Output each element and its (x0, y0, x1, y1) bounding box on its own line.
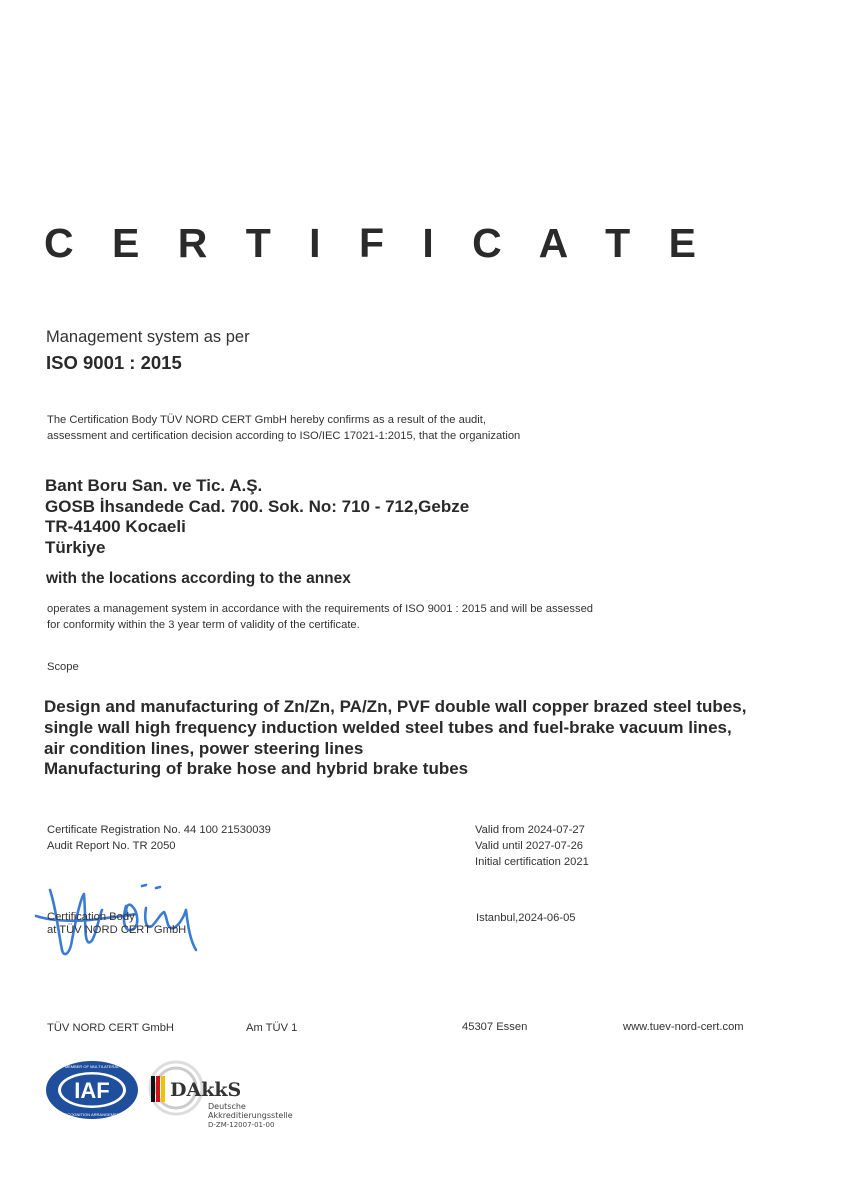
registration-block (47, 822, 271, 854)
certificate-title: C E R T I F I C A T E (44, 220, 710, 266)
iaf-logo-text: IAF (74, 1078, 110, 1103)
organization-city: TR-41400 Kocaeli (45, 517, 186, 536)
intro-line: The Certification Body TÜV NORD CERT GmbH hereby confirms as a result of the audit, (47, 414, 486, 426)
operates-line: for conformity within the 3 year term of validity of the certificate. (47, 619, 360, 631)
footer-website: www.tuev-nord-cert.com (623, 1021, 744, 1033)
operates-line: operates a management system in accordance with the requirements of ISO 9001 : 2015 and will be assessed (47, 603, 594, 615)
iaf-logo (44, 1059, 140, 1121)
scope-label: Scope (47, 661, 79, 673)
flag-red (156, 1076, 160, 1102)
scope-text (44, 697, 746, 780)
valid-from: Valid from 2024-07-27 (475, 824, 585, 836)
operates-text (47, 601, 593, 633)
certification-body-label: Certification Body (47, 911, 135, 923)
dakks-line1: Deutsche (208, 1102, 246, 1111)
audit-report-number: Audit Report No. TR 2050 (47, 840, 176, 852)
organization-country: Türkiye (45, 537, 106, 557)
organization-block (45, 476, 469, 558)
scope-line: Manufacturing of brake hose and hybrid brake tubes (44, 759, 469, 779)
dakks-line2: Akkreditierungsstelle (208, 1111, 293, 1120)
footer-company: TÜV NORD CERT GmbH (47, 1022, 175, 1034)
registration-number: Certificate Registration No. 44 100 21530039 (47, 824, 271, 836)
scope-line: single wall high frequency induction welded steel tubes and fuel-brake vacuum lines, (44, 717, 732, 737)
dakks-line3: D-ZM-12007-01-00 (208, 1121, 275, 1129)
initial-certification: Initial certification 2021 (475, 856, 589, 868)
iaf-ring-bottom: RECOGNITION ARRANGEMENT (61, 1112, 123, 1117)
locations-note: with the locations according to the annex (46, 570, 351, 587)
footer-street: Am TÜV 1 (246, 1022, 298, 1034)
flag-gold (161, 1076, 165, 1102)
dakks-logo (148, 1058, 308, 1134)
organization-address: GOSB İhsandede Cad. 700. Sok. No: 710 - 712,Gebze (45, 496, 470, 516)
scope-line: Design and manufacturing of Zn/Zn, PA/Zn, PVF double wall copper brazed steel tubes, (44, 697, 747, 716)
valid-until: Valid until 2027-07-26 (475, 840, 584, 852)
place-date: Istanbul,2024-06-05 (476, 912, 576, 924)
iaf-ring-top: MEMBER OF MULTILATERAL (64, 1064, 120, 1069)
standard-name: ISO 9001 : 2015 (46, 352, 182, 373)
validity-block (475, 822, 589, 870)
footer-city: 45307 Essen (462, 1021, 528, 1033)
intro-text (47, 412, 520, 444)
dakks-name: DAkkS (170, 1079, 242, 1101)
flag-black (151, 1076, 155, 1102)
organization-name: Bant Boru San. ve Tic. A.Ş. (45, 476, 263, 495)
certification-body-name: at TÜV NORD CERT GmbH (47, 924, 187, 936)
scope-line: air condition lines, power steering lines (44, 738, 364, 758)
certification-body-block (47, 911, 186, 937)
intro-line: assessment and certification decision according to ISO/IEC 17021-1:2015, that the organization (47, 430, 521, 442)
management-system-label: Management system as per (46, 328, 250, 346)
